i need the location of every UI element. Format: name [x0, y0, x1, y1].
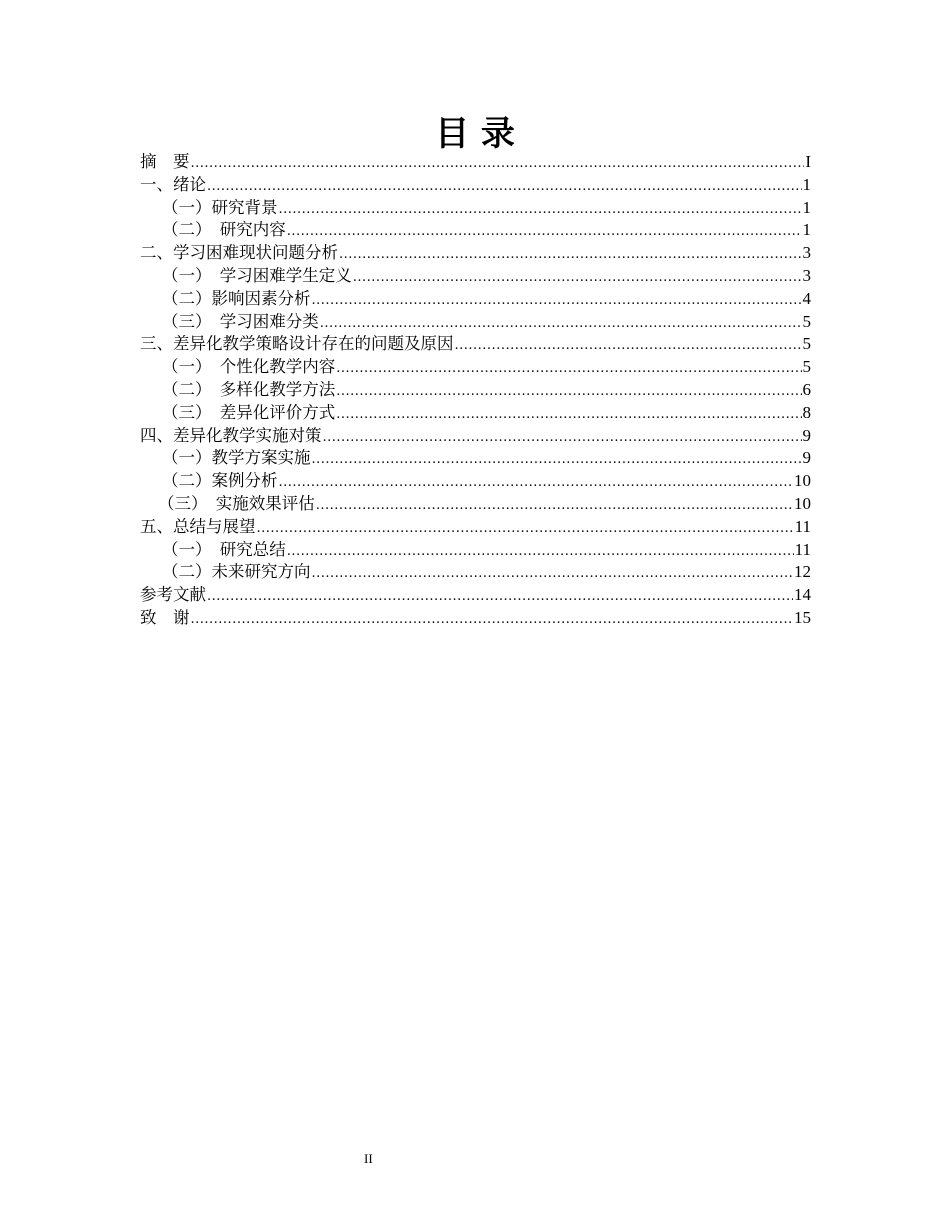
toc-entry[interactable] — [140, 356, 811, 379]
toc-entry-page: 5 — [802, 311, 811, 331]
toc-entry-page: 11 — [794, 516, 811, 536]
toc-leader — [323, 427, 802, 450]
toc-entry[interactable] — [140, 311, 811, 334]
toc-entry-label: （二）未来研究方向 — [162, 562, 311, 582]
toc-entry-page: 10 — [794, 493, 811, 513]
toc-entry[interactable] — [140, 539, 811, 562]
toc-entry-page: 1 — [802, 197, 811, 217]
toc-entry-label: 致 谢 — [140, 607, 190, 627]
toc-entry[interactable] — [140, 219, 811, 242]
toc-entry-label: （二）案例分析 — [162, 471, 278, 491]
toc-leader — [339, 244, 802, 267]
toc-entry[interactable] — [140, 425, 811, 448]
toc-entry-label: 三、差异化教学策略设计存在的问题及原因 — [140, 334, 454, 354]
toc-entry-page: 1 — [802, 220, 811, 240]
toc-entry-page: 9 — [802, 448, 811, 468]
toc-leader — [455, 335, 802, 358]
toc-entry-page: 12 — [794, 562, 811, 582]
toc-entry-page: 15 — [794, 607, 811, 627]
toc-entry-label: 四、差异化教学实施对策 — [140, 425, 322, 445]
toc-entry-page: 1 — [802, 174, 811, 194]
toc-entry-page: 9 — [802, 425, 811, 445]
toc-entry[interactable] — [140, 174, 811, 197]
toc-entry-label: （二）影响因素分析 — [162, 288, 311, 308]
toc-leader — [336, 404, 801, 427]
toc-entry-page: I — [805, 152, 811, 171]
toc-entry[interactable] — [140, 379, 811, 402]
toc-leader — [257, 518, 794, 541]
toc-entry-label: 摘 要 — [140, 152, 190, 171]
toc-entry-page: 5 — [802, 334, 811, 354]
toc-entry[interactable] — [140, 151, 811, 174]
toc-entry[interactable] — [140, 447, 811, 470]
table-of-contents — [140, 151, 811, 630]
toc-entry-page: 11 — [794, 539, 811, 559]
toc-entry[interactable] — [140, 470, 811, 493]
toc-entry-page: 6 — [802, 379, 811, 399]
toc-entry[interactable] — [140, 493, 811, 516]
toc-leader — [279, 472, 794, 495]
toc-entry-label: （一） 学习困难学生定义 — [162, 265, 352, 285]
toc-entry-page: 5 — [802, 357, 811, 377]
toc-leader — [336, 358, 801, 381]
toc-entry-label: （三） 实施效果评估 — [158, 493, 315, 513]
toc-entry[interactable] — [140, 561, 811, 584]
page-number-footer: II — [364, 1151, 373, 1166]
toc-leader — [316, 495, 793, 518]
toc-entry-label: （一） 个性化教学内容 — [162, 357, 336, 377]
toc-entry[interactable] — [140, 265, 811, 288]
toc-entry-label: 五、总结与展望 — [140, 516, 256, 536]
toc-entry-page: 3 — [802, 243, 811, 263]
toc-entry[interactable] — [140, 607, 811, 630]
toc-leader — [207, 176, 802, 199]
toc-entry[interactable] — [140, 242, 811, 265]
toc-entry-label: 一、绪论 — [140, 174, 206, 194]
toc-entry-page: 3 — [802, 265, 811, 285]
toc-leader — [312, 563, 794, 586]
toc-entry-page: 10 — [794, 471, 811, 491]
toc-leader — [207, 586, 793, 609]
toc-leader — [287, 541, 794, 564]
toc-title: 目 录 — [435, 114, 515, 154]
toc-entry-label: （一） 研究总结 — [162, 539, 286, 559]
toc-entry-label: （三） 学习困难分类 — [162, 311, 319, 331]
toc-entry-label: （二） 多样化教学方法 — [162, 379, 336, 399]
toc-leader — [320, 313, 802, 336]
toc-leader — [287, 221, 802, 244]
toc-entry[interactable] — [140, 516, 811, 539]
toc-leader — [312, 449, 802, 472]
toc-leader — [312, 290, 802, 313]
toc-entry-label: 参考文献 — [140, 585, 206, 605]
toc-entry-label: （一）教学方案实施 — [162, 448, 311, 468]
toc-entry[interactable] — [140, 584, 811, 607]
toc-entry[interactable] — [140, 402, 811, 425]
toc-entry-label: （二） 研究内容 — [162, 220, 286, 240]
toc-leader — [279, 199, 802, 222]
toc-leader — [191, 609, 794, 632]
toc-entry-label: （一）研究背景 — [162, 197, 278, 217]
toc-leader — [336, 381, 801, 404]
toc-entry-label: 二、学习困难现状问题分析 — [140, 243, 338, 263]
toc-entry[interactable] — [140, 288, 811, 311]
toc-entry[interactable] — [140, 197, 811, 220]
toc-entry-page: 4 — [802, 288, 811, 308]
toc-entry-page: 14 — [794, 585, 811, 605]
toc-leader — [191, 153, 805, 176]
toc-entry-page: 8 — [802, 402, 811, 422]
toc-entry-label: （三） 差异化评价方式 — [162, 402, 336, 422]
toc-leader — [353, 267, 802, 290]
toc-entry[interactable] — [140, 333, 811, 356]
